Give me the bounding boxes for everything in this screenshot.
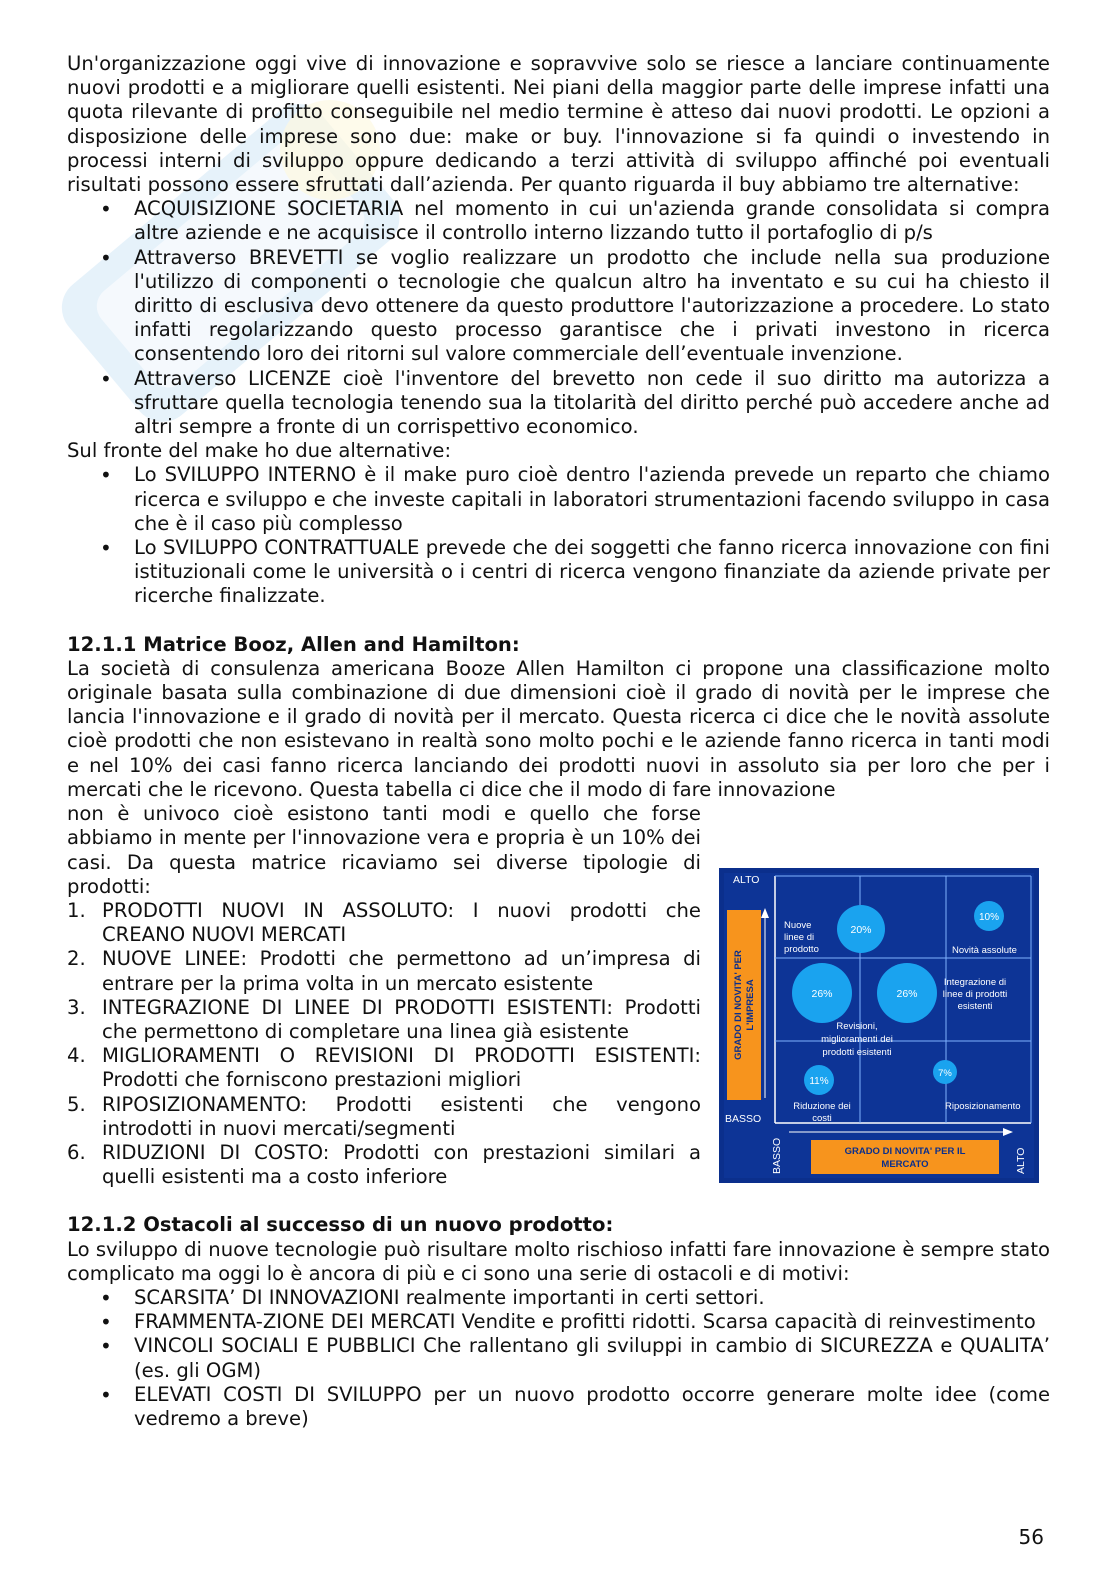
booz-allen-matrix [719, 868, 1039, 1183]
list-item: • FRAMMENTA-ZIONE DEI MERCATI Vendite e profitti ridotti. Scarsa capacità di reinvestimento [67, 1310, 1050, 1334]
list-item: • Attraverso BREVETTI se voglio realizzare un prodotto che include nella sua produzione l'utilizzo di componenti o tecnologie che qualcun altro ha inventato e su cui ha chiesto il diritto di esclusiva devo ottenere da questo produttore l'autorizzazione a procedere. Lo stato infatti regolarizzando questo processo garantisce che i privati investono in ricerca consentendo loro dei ritorni sul valore commerciale dell’eventuale invenzione. [67, 246, 1050, 367]
matrix-paragraph-continued: non è univoco cioè esistono tanti modi e quello che forse abbiamo in mente per l'innovazione vera e propria è un 10% dei casi. Da questa matrice ricaviamo sei diverse tipologie di prodotti: [67, 802, 701, 898]
list-item: • VINCOLI SOCIALI E PUBBLICI Che rallentano gli sviluppi in cambio di SICUREZZA e QUALITA’ (es. gli OGM) [67, 1334, 1050, 1382]
list-item: • SCARSITA’ DI INNOVAZIONI realmente importanti in certi settori. [67, 1286, 1050, 1310]
page-number: 56 [1018, 1525, 1044, 1549]
x-axis-title-line2: MERCATO [881, 1159, 929, 1170]
cell-label: linee di [784, 932, 815, 943]
intro-paragraph: Un'organizzazione oggi vive di innovazione e sopravvive solo se riesce a lanciare continuamente nuovi prodotti e a migliorare quelli esistenti. Nei piani della maggior parte delle imprese infatti una quota rilevante di profitto conseguibile nel medio termine è atteso dai nuovi prodotti. Le opzioni a disposizione delle imprese sono due: make or buy. l'innovazione si fa quindi o investendo in processi interni di sviluppo oppure dedicando a terzi attività di sviluppo affinché poi eventuali risultati possono essere sfruttati dall’azienda. Per quanto riguarda il buy abbiamo tre alternative: [67, 52, 1050, 197]
list-item: • ACQUISIZIONE SOCIETARIA nel momento in cui un'azienda grande consolidata si compra altre aziende e ne acquisisce il controllo interno lizzando tutto il portafoglio di p/s [67, 197, 1050, 245]
list-item: 6. RIDUZIONI DI COSTO: Prodotti con prestazioni similari a quelli esistenti ma a costo inferiore [67, 1140, 701, 1189]
y-axis-bottom-label: BASSO [725, 1113, 762, 1125]
bubble-label: 11% [809, 1076, 829, 1087]
bubble-label: 26% [811, 988, 833, 1000]
section-heading-obstacles: 12.1.2 Ostacoli al successo di un nuovo prodotto: [67, 1213, 614, 1237]
obstacles-list [67, 1286, 1050, 1431]
cell-label: miglioramenti dei [821, 1034, 893, 1045]
cell-label: Riposizionamento [945, 1101, 1021, 1112]
cell-label: Riduzione dei [793, 1101, 851, 1112]
obstacles-paragraph: Lo sviluppo di nuove tecnologie può risultare molto rischioso infatti fare innovazione è sempre stato complicato ma oggi lo è ancora di più e ci sono una serie di ostacoli e di motivi: [67, 1237, 1050, 1285]
list-item: 2. NUOVE LINEE: Prodotti che permettono ad un’impresa di entrare per la prima volta in un mercato esistente [67, 947, 701, 995]
make-alternatives-list [67, 463, 1050, 608]
x-axis-left-label: BASSO [771, 1137, 783, 1174]
list-item: • Lo SVILUPPO INTERNO è il make puro cioè dentro l'azienda prevede un reparto che chiamo ricerca e sviluppo e che investe capitali in laboratori strumentazioni facendo sviluppo in casa che è il caso più complesso [67, 463, 1050, 536]
list-item: 4. MIGLIORAMENTI O REVISIONI DI PRODOTTI ESISTENTI: Prodotti che forniscono prestazioni migliori [67, 1044, 701, 1092]
list-item: • ELEVATI COSTI DI SVILUPPO per un nuovo prodotto occorre generare molte idee (come vedremo a breve) [67, 1383, 1050, 1431]
y-axis-title-line2: L'IMPRESA [745, 979, 756, 1031]
bubble-label: 20% [850, 924, 872, 936]
section-heading-matrix: 12.1.1 Matrice Booz, Allen and Hamilton: [67, 632, 520, 656]
cell-label: Revisioni, [836, 1021, 878, 1032]
list-item: 3. INTEGRAZIONE DI LINEE DI PRODOTTI ESISTENTI: Prodotti che permettono di completare una linea già esistente [67, 995, 701, 1043]
cell-label: costi [812, 1113, 832, 1124]
bubble-label: 26% [896, 988, 918, 1000]
cell-label: linee di prodotti [942, 989, 1008, 1000]
list-item: 5. RIPOSIZIONAMENTO: Prodotti esistenti che vengono introdotti in nuovi mercati/segmenti [67, 1092, 701, 1140]
cell-label: esistenti [957, 1001, 993, 1012]
document-page [67, 52, 1050, 1431]
list-item: • Lo SVILUPPO CONTRATTUALE prevede che dei soggetti che fanno ricerca innovazione con fini istituzionali come le università o i centri di ricerca vengono finanziate da aziende private per ricerche finalizzate. [67, 536, 1050, 609]
list-item: • Attraverso LICENZE cioè l'inventore del brevetto non cede il suo diritto ma autorizza a sfruttare quella tecnologia tenendo sua la titolarità del diritto perché può accedere anche ad altri sempre a fronte di un corrispettivo economico. [67, 367, 1050, 440]
y-axis-title-line1: GRADO DI NOVITA' PER [733, 950, 744, 1060]
cell-label: prodotti esistenti [822, 1047, 892, 1058]
x-axis-title-line1: GRADO DI NOVITA' PER IL [844, 1146, 966, 1157]
product-types-list [67, 899, 701, 1189]
cell-label: Integrazione di [943, 977, 1007, 988]
buy-alternatives-list [67, 197, 1050, 439]
cell-label: prodotto [784, 944, 819, 955]
matrix-paragraph: La società di consulenza americana Booze Allen Hamilton ci propone una classificazione molto originale basata sulla combinazione di due dimensioni cioè il grado di novità per le imprese che lancia l'innovazione e il grado di novità per il mercato. Questa ricerca ci dice che le novità assolute cioè prodotti che non esistevano in realtà sono molto pochi e le aziende fanno ricerca in tanti modi e nel 10% dei casi fanno ricerca lanciando dei prodotti nuovi in assoluto sia per loro che per i mercati che le ricevono. Questa tabella ci dice che il modo di fare innovazione [67, 656, 1050, 801]
y-axis-top-label: ALTO [733, 874, 760, 886]
x-axis-right-label: ALTO [1015, 1147, 1027, 1174]
cell-label: Novità assolute [952, 945, 1017, 956]
cell-label: Nuove [784, 920, 812, 931]
list-item: 1. PRODOTTI NUOVI IN ASSOLUTO: I nuovi prodotti che CREANO NUOVI MERCATI [67, 898, 701, 947]
make-intro: Sul fronte del make ho due alternative: [67, 439, 452, 463]
bubble-label: 7% [938, 1068, 952, 1079]
bubble-label: 10% [978, 912, 1000, 923]
